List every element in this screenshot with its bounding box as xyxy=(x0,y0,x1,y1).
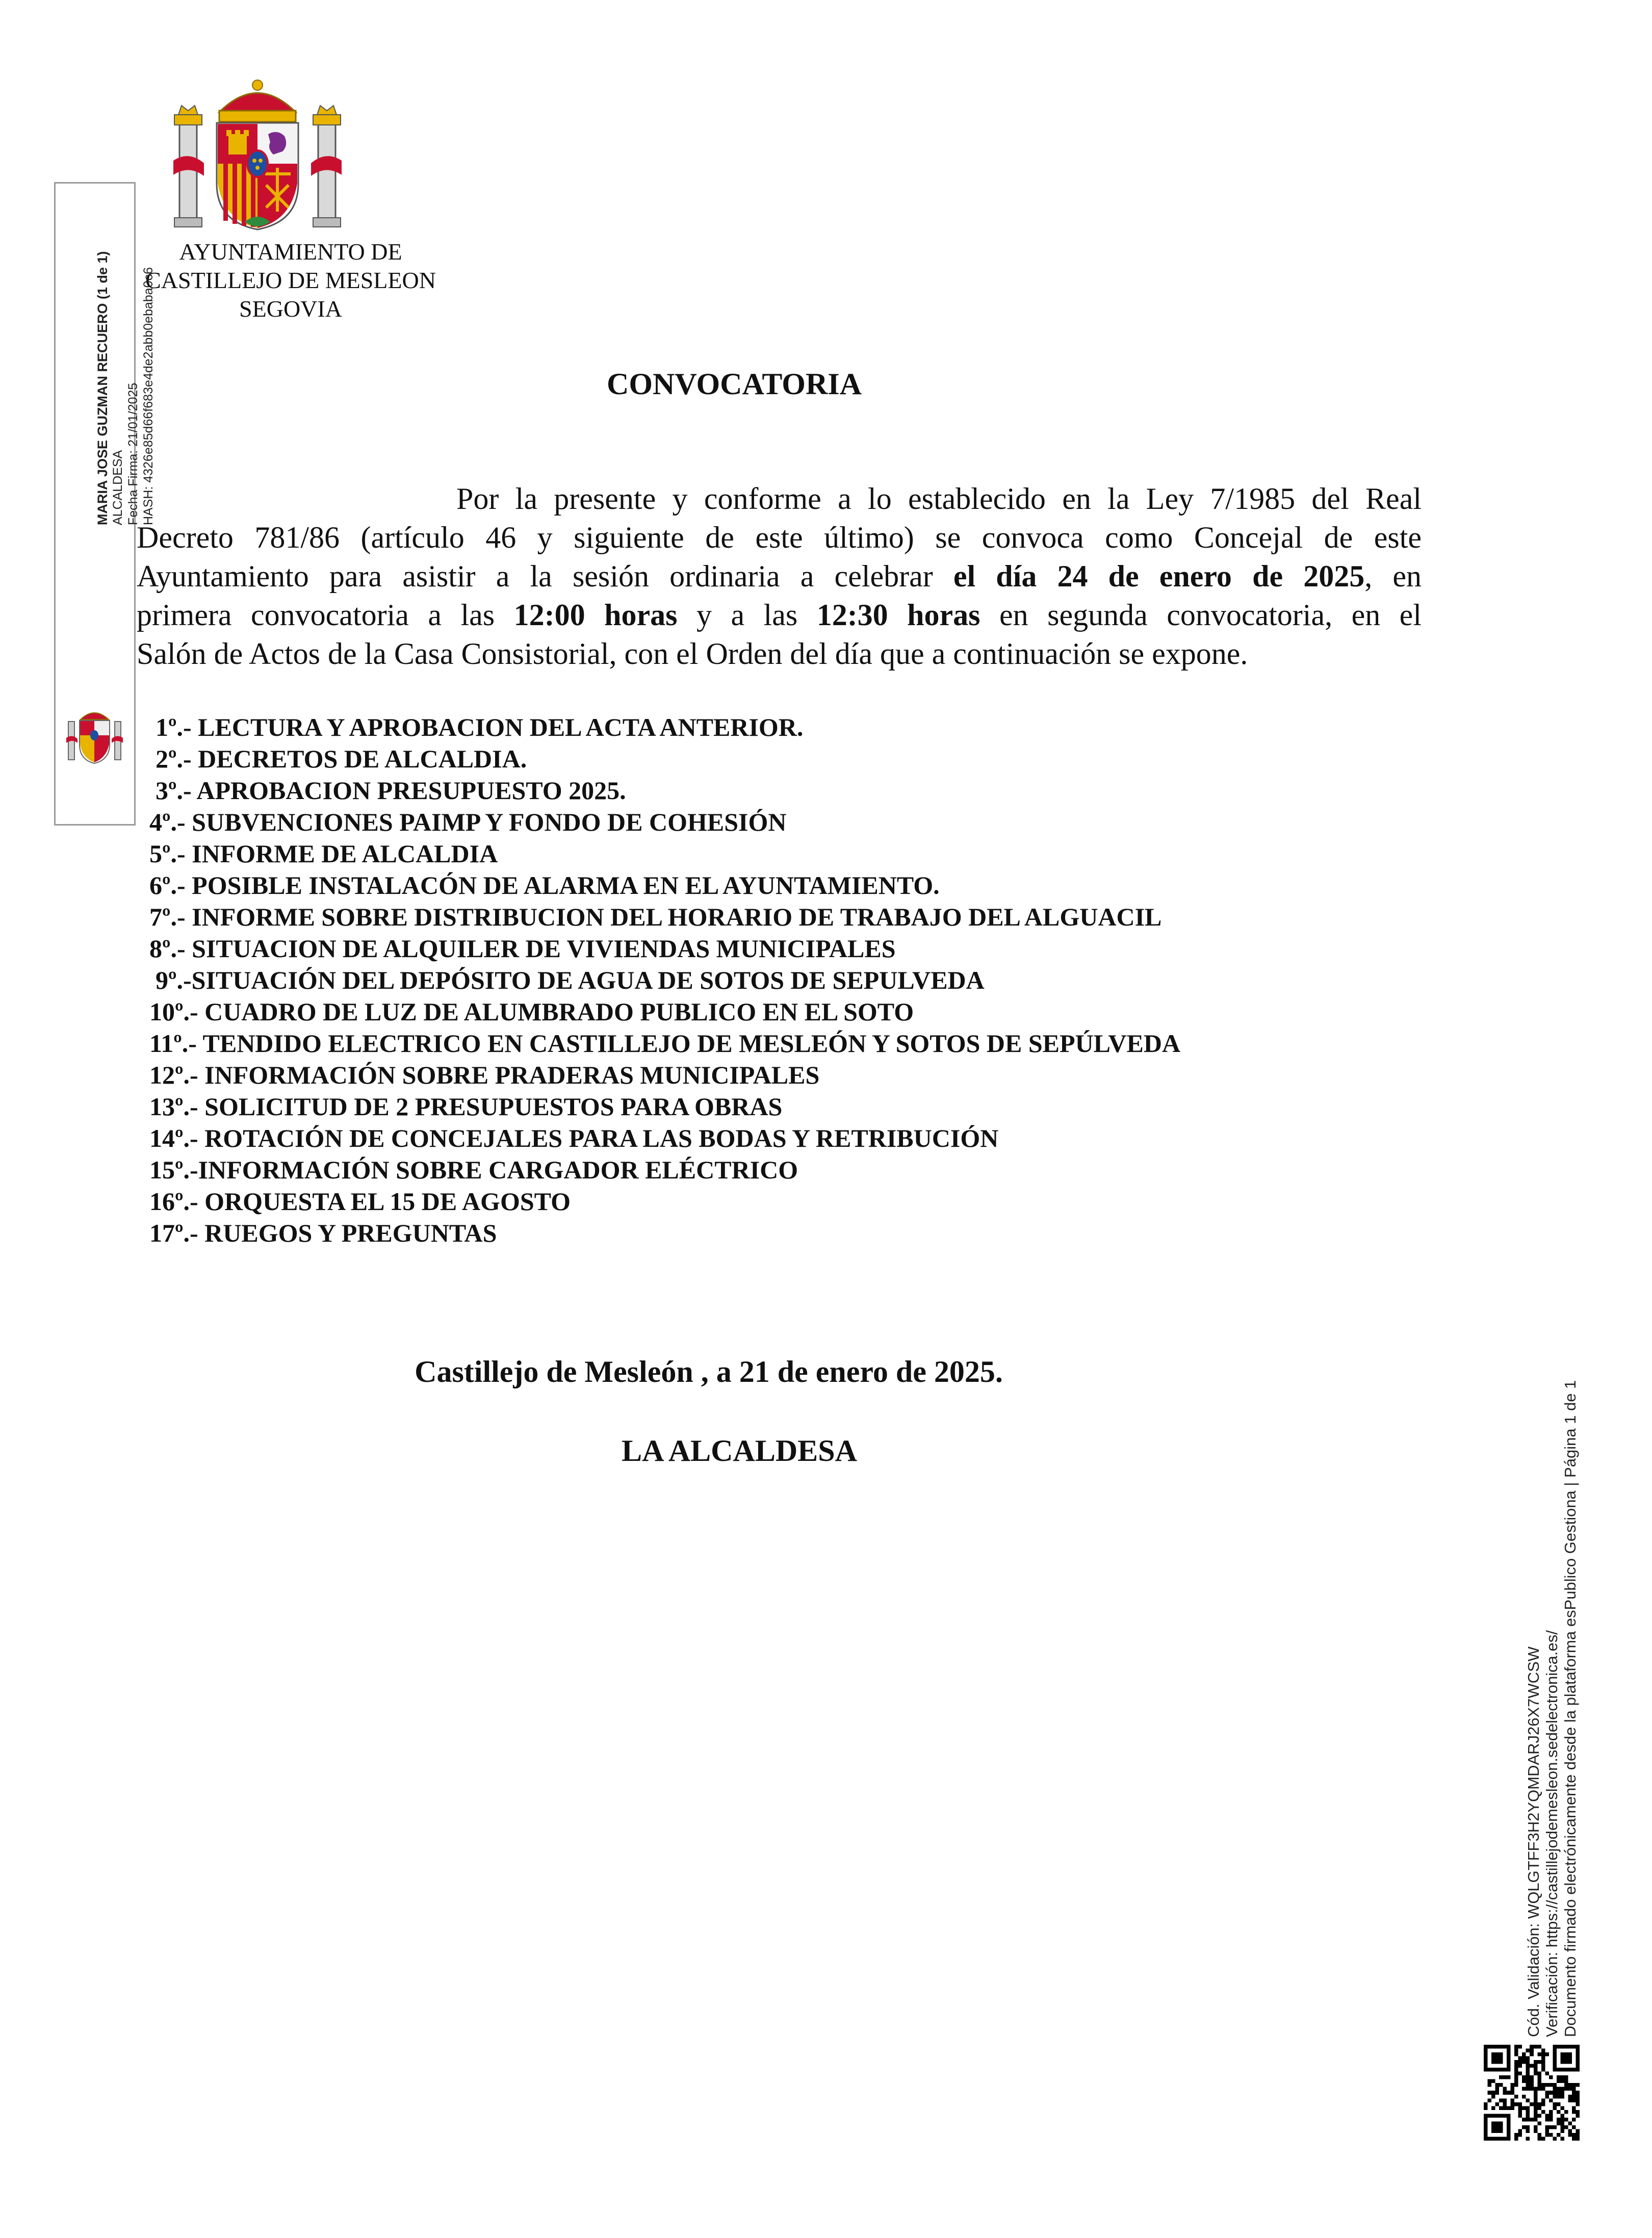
intro-line xyxy=(137,634,1422,673)
small-coat-of-arms-icon xyxy=(65,706,124,766)
agenda-item-15: 15º.-INFORMACIÓN SOBRE CARGADOR ELÉCTRICO xyxy=(149,1155,798,1184)
agenda-item-14: 14º.- ROTACIÓN DE CONCEJALES PARA LAS BODAS Y RETRIBUCIÓN xyxy=(149,1124,999,1152)
intro-bold-text: el día 24 de enero de 2025 xyxy=(953,559,1365,593)
agenda-item-5: 5º.- INFORME DE ALCALDIA xyxy=(149,839,498,868)
intro-text: Ayuntamiento para asistir a la sesión ordinaria a celebrar xyxy=(137,559,953,593)
agenda-item-2: 2º.- DECRETOS DE ALCALDIA. xyxy=(156,744,527,773)
intro-text: Salón de Actos de la Casa Consistorial, con el Orden del día que a continuación se expone. xyxy=(137,637,1248,671)
agenda-item-13: 13º.- SOLICITUD DE 2 PRESUPUESTOS PARA OBRAS xyxy=(149,1092,783,1121)
agenda-item-12: 12º.- INFORMACIÓN SOBRE PRADERAS MUNICIPALES xyxy=(149,1061,820,1089)
agenda-item-8: 8º.- SITUACION DE ALQUILER DE VIVIENDAS MUNICIPALES xyxy=(149,934,896,963)
document-title: CONVOCATORIA xyxy=(607,367,862,401)
intro-bold-text: 12:00 horas xyxy=(513,598,678,632)
validation-code: Cód. Validación: WQLGTFF3H2YQMDARJ26X7WCSW xyxy=(1525,1646,1542,2037)
intro-text: en segunda convocatoria, en el xyxy=(980,598,1422,632)
municipality-name: AYUNTAMIENTO DE xyxy=(179,239,402,265)
intro-text: y a las xyxy=(677,598,817,632)
intro-text: , en xyxy=(1364,559,1422,593)
intro-line xyxy=(137,518,1422,557)
intro-text: primera convocatoria a las xyxy=(137,598,514,632)
signer-role: ALCALDESA xyxy=(111,450,125,525)
signer-name: MARIA JOSE GUZMAN RECUERO (1 de 1) xyxy=(95,251,110,525)
agenda-item-6: 6º.- POSIBLE INSTALACÓN DE ALARMA EN EL AYUNTAMIENTO. xyxy=(149,871,940,899)
intro-text: Decreto 781/86 (artículo 46 y siguiente de este último) se convoca como Concejal de este xyxy=(137,521,1422,554)
closing-signatory-role: LA ALCALDESA xyxy=(622,1434,857,1468)
signature-hash: HASH: 4326e85d66f683e4de2abb0ebaba0c6 xyxy=(141,267,156,525)
intro-text: Por la presente y conforme a lo establecido en la Ley 7/1985 del Real xyxy=(456,482,1422,516)
intro-bold-text: 12:30 horas xyxy=(816,598,980,632)
coat-of-arms-logo xyxy=(168,74,347,237)
agenda-item-1: 1º.- LECTURA Y APROBACION DEL ACTA ANTERIOR. xyxy=(156,713,804,741)
verification-strip xyxy=(1525,1323,1596,2037)
qr-code-icon[interactable] xyxy=(1484,2045,1580,2141)
signature-date: Fecha Firma: 21/01/2025 xyxy=(126,382,140,525)
verification-url: Verificación: https://castillejodemesleon.sedelectronica.es/ xyxy=(1543,1630,1561,2037)
signature-text xyxy=(95,117,176,525)
agenda-item-3: 3º.- APROBACION PRESUPUESTO 2025. xyxy=(156,776,626,805)
intro-line xyxy=(137,557,1422,596)
intro-line xyxy=(137,596,1422,634)
closing-place-date: Castillejo de Mesleón , a 21 de enero de 2025. xyxy=(415,1355,1003,1388)
agenda-item-4: 4º.- SUBVENCIONES PAIMP Y FONDO DE COHESIÓN xyxy=(149,808,787,836)
agenda-item-9: 9º.-SITUACIÓN DEL DEPÓSITO DE AGUA DE SOTOS DE SEPULVEDA xyxy=(156,966,985,994)
municipality-province: SEGOVIA xyxy=(239,296,342,322)
intro-paragraph xyxy=(137,479,1422,673)
agenda-item-11: 11º.- TENDIDO ELECTRICO EN CASTILLEJO DE MESLEÓN Y SOTOS DE SEPÚLVEDA xyxy=(149,1029,1181,1058)
agenda-item-17: 17º.- RUEGOS Y PREGUNTAS xyxy=(149,1219,497,1247)
agenda-item-16: 16º.- ORQUESTA EL 15 DE AGOSTO xyxy=(149,1187,571,1216)
platform-note: Documento firmado electrónicamente desde la plataforma esPublico Gestiona | Página 1 de 1 xyxy=(1561,1380,1579,2037)
agenda-item-7: 7º.- INFORME SOBRE DISTRIBUCION DEL HORARIO DE TRABAJO DEL ALGUACIL xyxy=(149,903,1162,931)
agenda-item-10: 10º.- CUADRO DE LUZ DE ALUMBRADO PUBLICO EN EL SOTO xyxy=(149,997,914,1026)
municipality-town: CASTILLEJO DE MESLEON xyxy=(145,267,436,293)
intro-line xyxy=(137,479,1422,518)
